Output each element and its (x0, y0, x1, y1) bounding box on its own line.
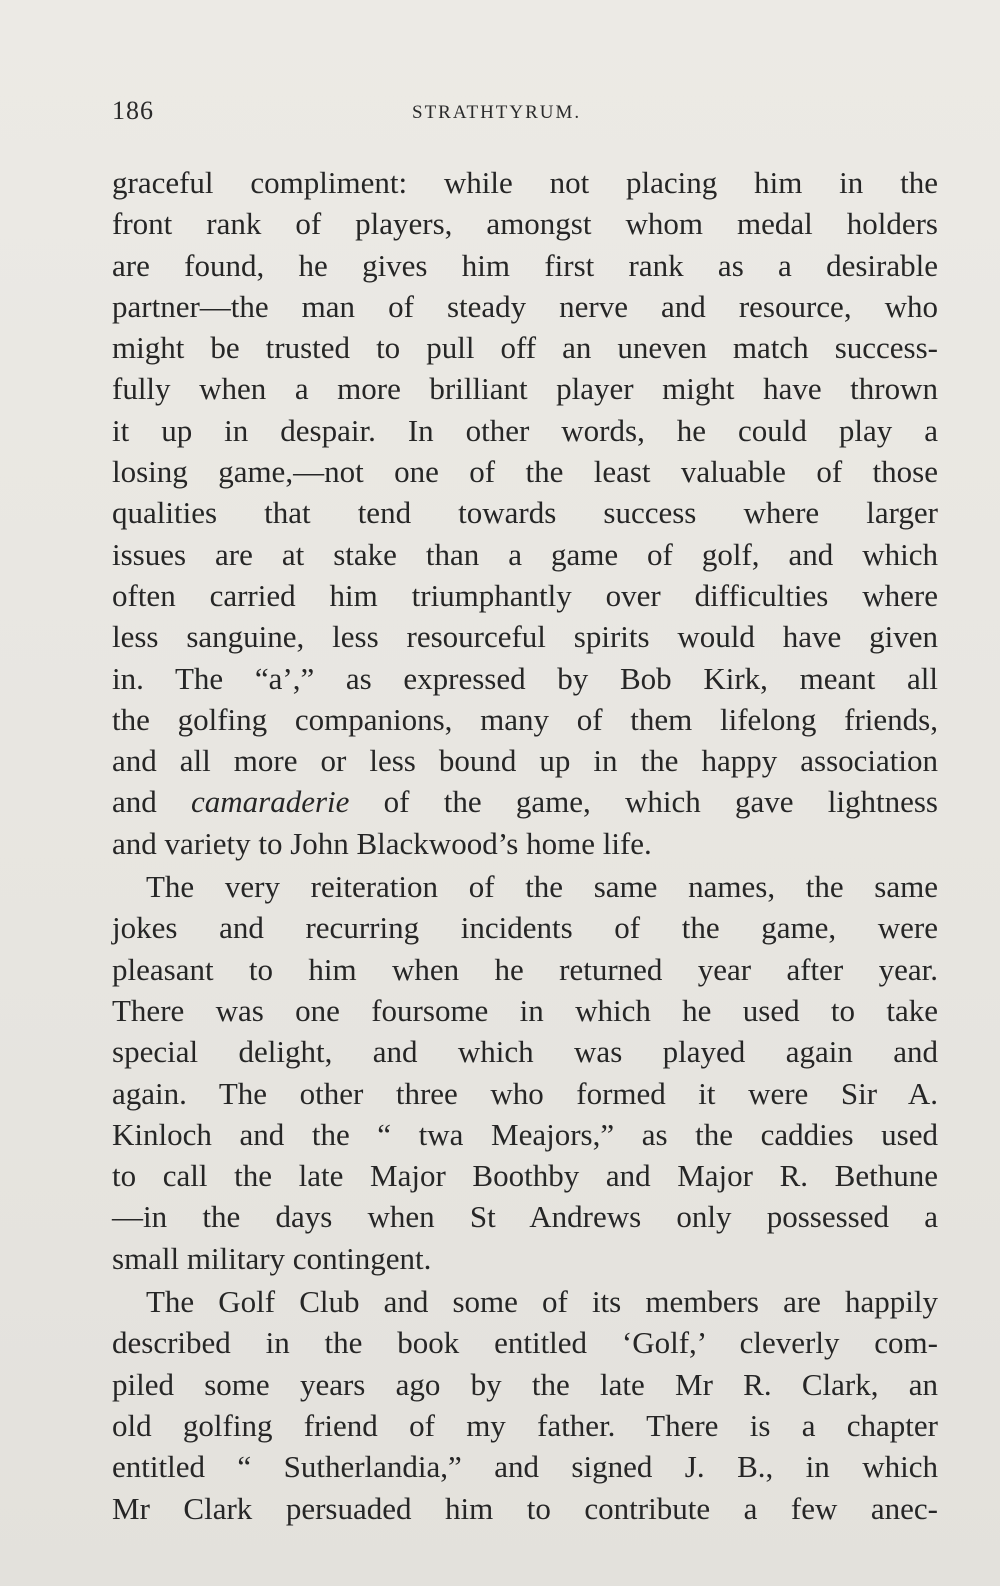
text-line: the golfing companions, many of them lifelong friends, (112, 701, 938, 737)
text-line: fully when a more brilliant player might have thrown (112, 371, 938, 407)
text-line: qualities that tend towards success where larger (112, 495, 938, 531)
text-line: and variety to John Blackwood’s home life. (112, 825, 652, 861)
text-line: The very reiteration of the same names, the same (146, 869, 938, 905)
body-text (112, 162, 938, 1529)
text-line: again. The other three who formed it were Sir A. (112, 1075, 938, 1111)
text-line: small military contingent. (112, 1240, 432, 1276)
running-head (112, 96, 928, 136)
text-line: pleasant to him when he returned year after year. (112, 951, 938, 987)
text-line: losing game,—not one of the least valuable of those (112, 454, 938, 490)
text-fragment: of the game, which gave lightness (383, 784, 938, 820)
page-number: 186 (112, 96, 154, 125)
text-line: graceful compliment: while not placing him in the (112, 165, 938, 200)
running-title: STRATHTYRUM. (412, 102, 582, 123)
text-line: Mr Clark persuaded him to contribute a few anec- (112, 1490, 938, 1526)
text-line: described in the book entitled ‘Golf,’ cleverly com- (112, 1325, 938, 1361)
paragraph-1 (112, 162, 938, 864)
paragraph-2 (112, 866, 938, 1279)
text-line: issues are at stake than a game of golf, and which (112, 536, 938, 572)
text-line: jokes and recurring incidents of the game, were (112, 910, 938, 946)
text-line: —in the days when St Andrews only possessed a (112, 1199, 938, 1235)
text-line: piled some years ago by the late Mr R. Clark, an (112, 1366, 938, 1402)
text-line: might be trusted to pull off an uneven match success- (112, 330, 938, 366)
text-line: are found, he gives him first rank as a desirable (112, 247, 938, 283)
paragraph-3 (112, 1281, 938, 1529)
text-line: to call the late Major Boothby and Major R. Bethune (112, 1158, 938, 1194)
text-line: old golfing friend of my father. There is a chapter (112, 1407, 938, 1443)
text-line: special delight, and which was played again and (112, 1034, 938, 1070)
text-line: it up in despair. In other words, he could play a (112, 412, 938, 448)
text-line: front rank of players, amongst whom medal holders (112, 206, 938, 242)
italic-term: camaraderie (191, 784, 350, 820)
text-fragment: and (112, 784, 157, 820)
text-line: There was one foursome in which he used to take (112, 992, 938, 1028)
text-line-mixed (112, 781, 938, 822)
text-line: partner—the man of steady nerve and resource, who (112, 288, 938, 324)
text-line: and all more or less bound up in the happy association (112, 743, 938, 779)
text-line: often carried him triumphantly over difficulties where (112, 577, 938, 613)
text-line: The Golf Club and some of its members are happily (146, 1284, 938, 1320)
text-line: Kinloch and the “ twa Meajors,” as the caddies used (112, 1116, 938, 1152)
text-line: entitled “ Sutherlandia,” and signed J. B., in which (112, 1449, 938, 1485)
text-line: less sanguine, less resourceful spirits would have given (112, 619, 938, 655)
text-line: in. The “a’,” as expressed by Bob Kirk, meant all (112, 660, 938, 696)
